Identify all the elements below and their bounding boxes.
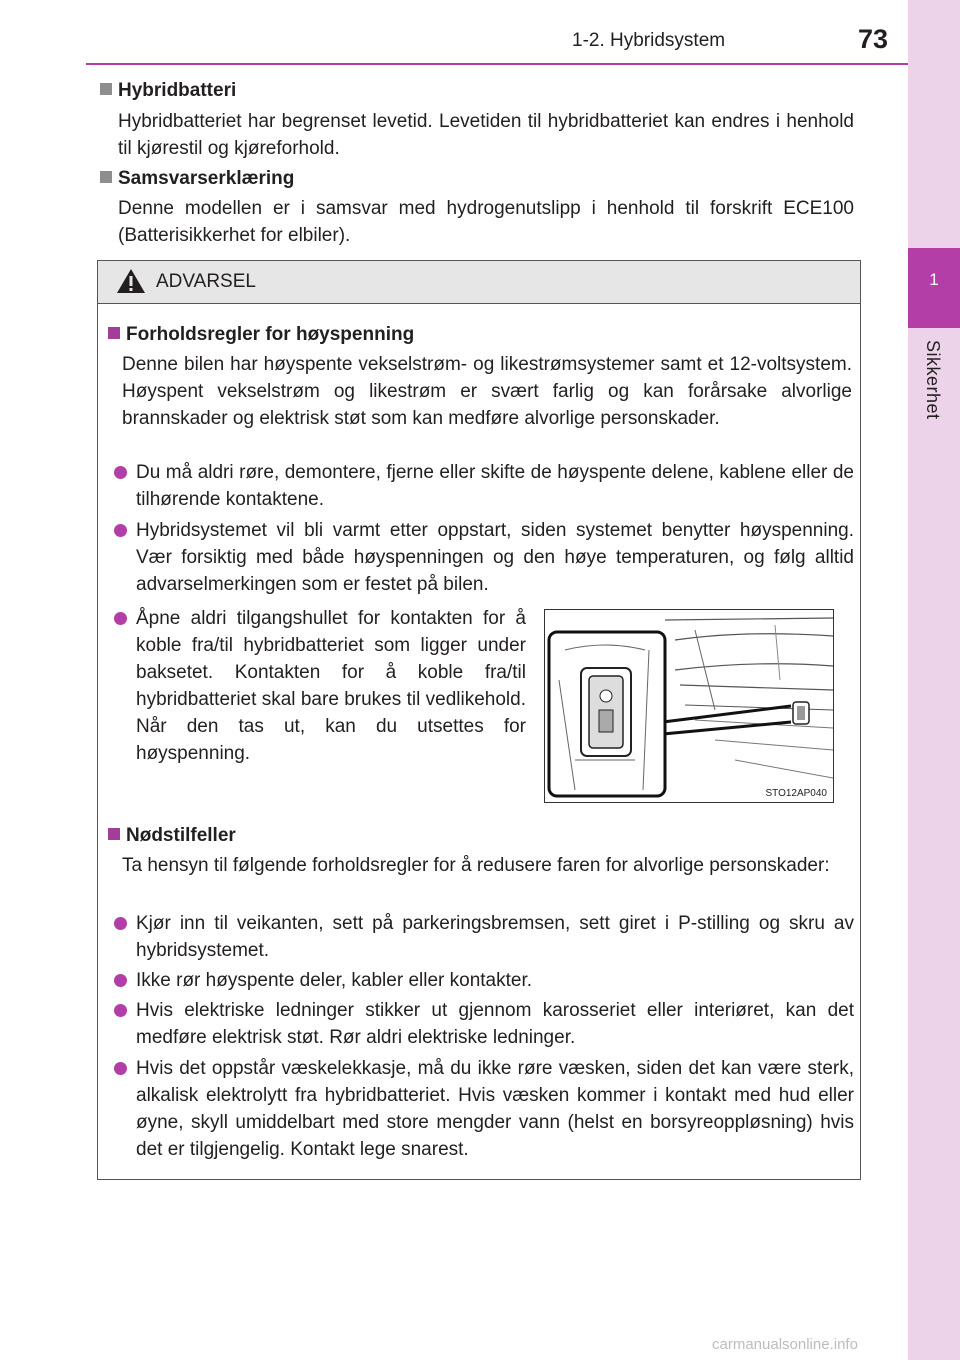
emergency-text: Ta hensyn til følgende forholdsregler for å redusere faren for alvorlige personskader: [122, 855, 830, 876]
section-title: 1-2. Hybridsystem [572, 30, 726, 51]
rear-seat-connector-illustration [544, 609, 834, 803]
chapter-label: Sikkerhet [923, 340, 943, 420]
list-item: Hvis det oppstår væskelekkasje, må du ikke røre væsken, siden det kan være sterk, alkalisk elektrolytt fra hybridbatteriet. Hvis væsken kommer i kontakt med hud eller øyne, skyll umiddelbart med store mengder vann (helst en borsyreoppløsning) hvis det er tilgjengelig. Kontakt lege snarest. [114, 1055, 854, 1163]
square-bullet-icon [108, 828, 120, 840]
warning-triangle-icon [116, 267, 146, 295]
bullet-dot-icon [114, 524, 127, 537]
bullet-dot-icon [114, 466, 127, 479]
precautions-text: Denne bilen har høyspente vekselstrøm- og likestrømsystemer samt et 12-voltsystem. Høyspent vekselstrøm og likestrøm er svært farlig og kan forårsake alvorlige brannskader og elektrisk støt som kan medføre alvorlige personskader. [122, 354, 852, 429]
list-item: Hybridsystemet vil bli varmt etter oppstart, siden systemet benytter høyspenning. Vær forsiktig med både høyspenningen og den høye temperaturen, og følg alltid advarselmerkingen som er festet på bilen. [114, 517, 854, 598]
precautions-heading: Forholdsregler for høyspenning [108, 324, 414, 346]
list-item: Hvis elektriske ledninger stikker ut gjennom karosseriet eller interiøret, kan det medføre elektrisk støt. Rør aldri elektriske ledninger. [114, 997, 854, 1051]
bullet-dot-icon [114, 1062, 127, 1075]
emergency-heading: Nødstilfeller [108, 825, 236, 847]
header-divider [86, 63, 908, 65]
illustration-graphic [545, 610, 833, 802]
bullet-dot-icon [114, 917, 127, 930]
bullet-dot-icon [114, 1004, 127, 1017]
square-bullet-icon [100, 83, 112, 95]
section-text-samsvar: Denne modellen er i samsvar med hydrogenutslipp i henhold til forskrift ECE100 (Batterisikkerhet for elbiler). [118, 198, 854, 246]
chapter-side-tab [908, 0, 960, 1360]
figure-code: STO12AP040 [765, 788, 827, 799]
warning-header [98, 261, 860, 304]
section-heading-samsvar: Samsvarserklæring [100, 168, 294, 190]
list-item: Du må aldri røre, demontere, fjerne eller skifte de høyspente delene, kablene eller de tilhørende kontaktene. [114, 459, 854, 513]
square-bullet-icon [108, 327, 120, 339]
warning-title: ADVARSEL [156, 271, 256, 292]
watermark: carmanualsonline.info [712, 1336, 858, 1353]
section-heading-hybridbatteri: Hybridbatteri [100, 80, 236, 102]
chapter-number: 1 [908, 248, 960, 328]
bullet-dot-icon [114, 612, 127, 625]
page-number: 73 [858, 24, 889, 54]
list-item: Ikke rør høyspente deler, kabler eller kontakter. [114, 967, 854, 994]
list-item: Åpne aldri tilgangshullet for kontakten for å koble fra/til hybridbatteriet som ligger under baksetet. Kontakten for å koble fra/til hybridbatteriet skal bare brukes til vedlikehold. Når den tas ut, kan du utsettes for høyspenning. [114, 605, 526, 767]
list-item: Kjør inn til veikanten, sett på parkeringsbremsen, sett giret i P-stilling og skru av hybridsystemet. [114, 910, 854, 964]
section-text-hybridbatteri: Hybridbatteriet har begrenset levetid. Levetiden til hybridbatteriet kan endres i henhold til kjørestil og kjøreforhold. [118, 111, 854, 159]
bullet-dot-icon [114, 974, 127, 987]
square-bullet-icon [100, 171, 112, 183]
